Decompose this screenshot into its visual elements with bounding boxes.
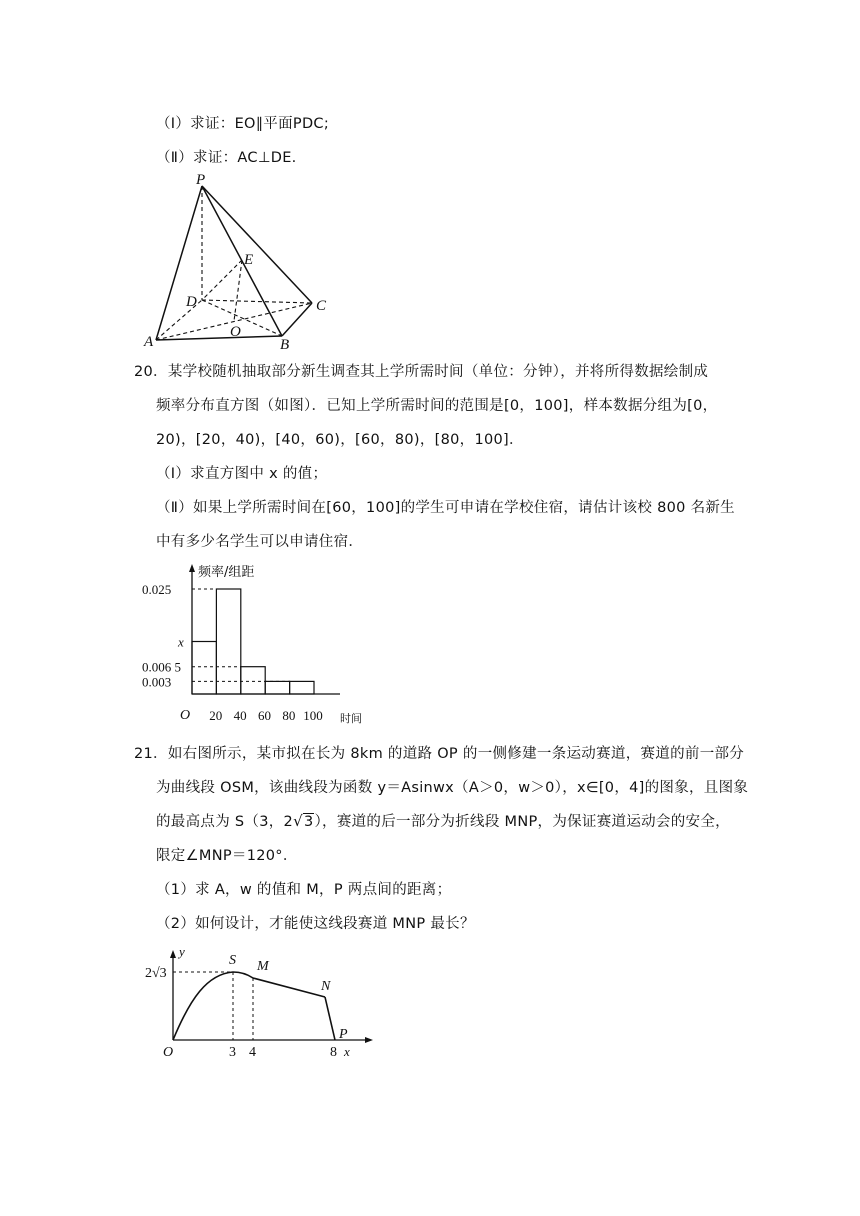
q21-line2: 为曲线段 OSM，该曲线段为函数 y＝Asinwx（A＞0，w＞0），x∈[0，4]的图象，且图象 (156, 780, 749, 796)
q20-line2: 频率分布直方图（如图）．已知上学所需时间的范围是[0，100]，样本数据分组为[0， (156, 398, 718, 414)
fig-x-arrow (365, 1037, 373, 1043)
pyramid-figure (140, 168, 340, 350)
fig-x-tick-4: 4 (249, 1045, 256, 1060)
label-B: B (280, 337, 290, 350)
x-tick-label: 60 (258, 708, 271, 723)
x-tick-label: 80 (282, 708, 296, 723)
point-N: N (321, 979, 331, 994)
fig-x-tick-8: 8 (330, 1045, 337, 1060)
sqrt-symbol: √ (293, 812, 303, 830)
segment-MN (253, 978, 325, 997)
q21-line3-a: 的最高点为 S（3，2 (156, 814, 294, 830)
label-P: P (196, 172, 206, 188)
label-A: A (144, 334, 154, 350)
q20-part2-line2: 中有多少名学生可以申请住宿． (156, 534, 364, 550)
fig-origin: O (163, 1045, 174, 1060)
segment-NP (325, 997, 335, 1040)
y-axis-arrow (189, 564, 195, 572)
histogram-bar (216, 589, 240, 694)
histogram-bar (192, 642, 216, 695)
q21-part2: （2）如何设计，才能使这线段赛道 MNP 最长？ (156, 916, 475, 932)
fig-y-tick: 2√3 (145, 966, 167, 981)
label-D: D (186, 294, 197, 310)
x-axis-label: 时间 (340, 712, 362, 725)
x-tick-label: 100 (303, 708, 323, 723)
q20-line1: 20．某学校随机抽取部分新生调查其上学所需时间（单位：分钟），并将所得数据绘制成 (134, 364, 709, 380)
histogram-bar (265, 681, 289, 694)
point-P: P (339, 1027, 348, 1042)
y-axis-label: 频率/组距 (198, 565, 255, 580)
histogram-chart (140, 562, 380, 728)
point-M: M (257, 959, 269, 974)
label-O: O (230, 324, 241, 340)
track-figure (145, 944, 380, 1062)
q21-line1: 21．如右图所示，某市拟在长为 8km 的道路 OP 的一侧修建一条运动赛道，赛道的前一部分 (134, 746, 745, 762)
q21-line4: 限定∠MNP＝120°． (156, 848, 298, 864)
fig-x-label: x (344, 1044, 350, 1059)
q20-line3: 20)，[20，40)，[40，60)，[60，80)，[80，100]． (156, 432, 524, 448)
histogram-bar (241, 667, 265, 694)
x-tick-label: 20 (209, 708, 223, 723)
sqrt-radicand: 3 (303, 814, 314, 830)
y-tick-label: 0.025 (142, 582, 172, 597)
x-tick-label: 40 (233, 708, 247, 723)
histogram-bar (290, 681, 314, 694)
fig-y-arrow (170, 950, 176, 958)
fig-y-label: y (179, 944, 185, 959)
q19-part1: （Ⅰ）求证：EO∥平面PDC; (156, 116, 330, 132)
q20-part1: （Ⅰ）求直方图中 x 的值； (156, 466, 328, 482)
curve-OSM (173, 972, 253, 1040)
y-tick-label: x (178, 634, 184, 650)
q19-part2: （Ⅱ）求证：AC⊥DE. (156, 150, 297, 166)
y-tick-label: 0.006 5 (142, 659, 181, 675)
q20-part2-line1: （Ⅱ）如果上学所需时间在[60，100]的学生可申请在学校住宿，请估计该校 800 名新生 (156, 500, 735, 516)
fig-x-tick-3: 3 (229, 1045, 236, 1060)
q21-line3 (156, 810, 730, 831)
q21-part1: （1）求 A，w 的值和 M，P 两点间的距离； (156, 882, 452, 898)
point-S: S (229, 953, 236, 968)
origin-label: O (180, 708, 191, 723)
q21-line3-b: ），赛道的后一部分为折线段 MNP，为保证赛道运动会的安全， (314, 814, 730, 830)
label-C: C (316, 298, 327, 314)
label-E: E (244, 252, 254, 268)
y-tick-label: 0.003 (142, 674, 172, 690)
